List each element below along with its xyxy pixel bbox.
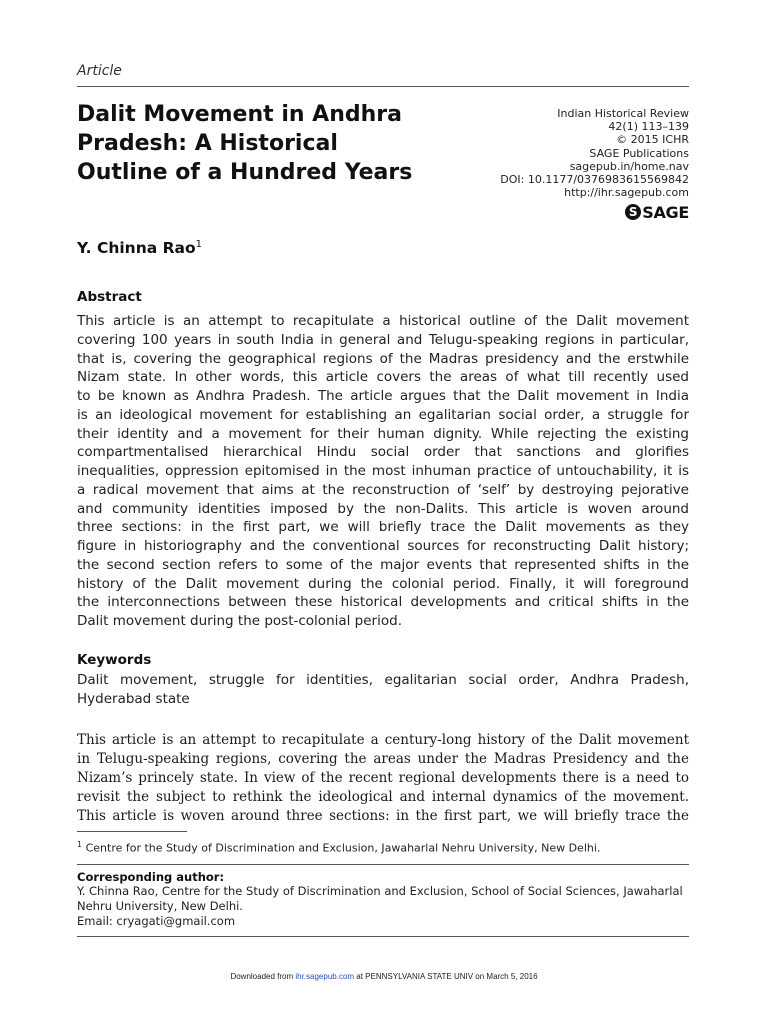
journal-copyright: © 2015 ICHR xyxy=(616,133,689,147)
article-title xyxy=(77,100,477,187)
journal-website[interactable]: sagepub.in/home.nav xyxy=(569,159,689,173)
body-line: in Telugu-speaking regions, covering the areas under the Madras Presidency and the xyxy=(77,751,689,767)
journal-volume: 42(1) 113–139 xyxy=(608,120,689,134)
abstract-line: history of the Dalit movement during the colonial period. Finally, it will foreground xyxy=(77,575,689,592)
abstract-heading: Abstract xyxy=(77,289,142,305)
journal-info xyxy=(500,107,689,199)
keywords-line: Hyderabad state xyxy=(77,691,190,707)
abstract-line: inequalities, oppression epitomised in the most inhuman practice of untouchability, it is xyxy=(77,463,689,479)
keywords-text xyxy=(77,671,689,709)
abstract-text xyxy=(77,312,689,631)
abstract-line: and community identities imposed by the non-Dalits. This article is woven around xyxy=(77,500,689,517)
sage-logo-text: SAGE xyxy=(642,202,689,222)
abstract-line: a radical movement that aims at the reconstruction of ‘self’ by destroying pejorative xyxy=(77,481,689,498)
journal-doi[interactable]: DOI: 10.1177/0376983615569842 xyxy=(500,173,689,187)
journal-name: Indian Historical Review xyxy=(557,107,689,120)
abstract-line: Nizam state. In other words, this article covers the areas of what till recently used xyxy=(77,369,689,386)
abstract-line: compartmentalised hierarchical Hindu social order that sanctions and glorifies xyxy=(77,444,689,461)
abstract-line: the second section refers to some of the major events that represented shifts in the xyxy=(77,556,689,573)
body-line: This article is woven around three sections: in the first part, we will briefly trace the xyxy=(77,808,689,824)
sage-logo xyxy=(625,202,689,222)
abstract-line: This article is an attempt to recapitulate a historical outline of the Dalit movement xyxy=(77,313,689,329)
corresponding-email[interactable]: Email: cryagati@gmail.com xyxy=(77,914,236,928)
abstract-line: is an ideological movement for establishing an egalitarian social order, a struggle for xyxy=(77,406,689,423)
author-affiliation-footnote xyxy=(77,840,600,855)
abstract-line: their identity and a movement for their human dignity. While rejecting the existing xyxy=(77,425,689,442)
author-footnote-mark: 1 xyxy=(195,239,203,250)
abstract-line: to be known as Andhra Pradesh. The article argues that the Dalit movement in India xyxy=(77,388,689,404)
author-name xyxy=(77,239,202,257)
footnote-text: Centre for the Study of Discrimination and Exclusion, Jawaharlal Nehru University, New Delhi. xyxy=(85,841,601,855)
corresponding-details xyxy=(77,884,689,929)
article-type-label: Article xyxy=(77,63,122,79)
download-suffix: at PENNSYLVANIA STATE UNIV on March 5, 2016 xyxy=(354,972,538,981)
footnote-rule xyxy=(77,831,187,832)
download-notice xyxy=(0,972,768,981)
top-rule xyxy=(77,86,689,87)
title-line: Outline of a Hundred Years xyxy=(77,160,413,185)
journal-publisher: SAGE Publications xyxy=(589,146,689,160)
bottom-rule xyxy=(77,936,689,937)
body-line: This article is an attempt to recapitulate a century-long history of the Dalit movement xyxy=(77,732,689,748)
download-prefix: Downloaded from xyxy=(230,972,296,981)
abstract-line: that is, covering the geographical regions of the Madras presidency and the erstwhile xyxy=(77,350,689,367)
sage-logo-icon: S xyxy=(625,204,641,220)
corresponding-line: Nehru University, New Delhi. xyxy=(77,899,243,913)
keywords-line: Dalit movement, struggle for identities, egalitarian social order, Andhra Pradesh, xyxy=(77,672,689,688)
title-line: Dalit Movement in Andhra xyxy=(77,102,402,127)
corresponding-rule xyxy=(77,864,689,865)
title-line: Pradesh: A Historical xyxy=(77,131,338,156)
journal-url[interactable]: http://ihr.sagepub.com xyxy=(564,186,689,200)
abstract-line: Dalit movement during the post-colonial period. xyxy=(77,613,402,629)
abstract-line: three sections: in the first part, we will briefly trace the Dalit movements as they xyxy=(77,519,689,536)
body-paragraph xyxy=(77,731,689,826)
abstract-line: the interconnections between these historical developments and critical shifts in the xyxy=(77,594,689,611)
body-line: revisit the subject to rethink the ideological and internal dynamics of the movement. xyxy=(77,789,689,805)
corresponding-heading: Corresponding author: xyxy=(77,870,225,884)
corresponding-line: Y. Chinna Rao, Centre for the Study of Discrimination and Exclusion, School of Social Sciences, Jawaharlal xyxy=(77,884,683,898)
footnote-mark: 1 xyxy=(77,840,83,849)
abstract-line: covering 100 years in south India in general and Telugu-speaking regions in particular, xyxy=(77,331,689,348)
author-label: Y. Chinna Rao xyxy=(77,239,196,258)
body-line: Nizam’s princely state. In view of the recent regional developments there is a need to xyxy=(77,770,689,786)
download-link[interactable]: ihr.sagepub.com xyxy=(295,972,355,981)
keywords-heading: Keywords xyxy=(77,652,152,668)
abstract-line: figure in historiography and the conventional sources for reconstructing Dalit history; xyxy=(77,538,689,554)
